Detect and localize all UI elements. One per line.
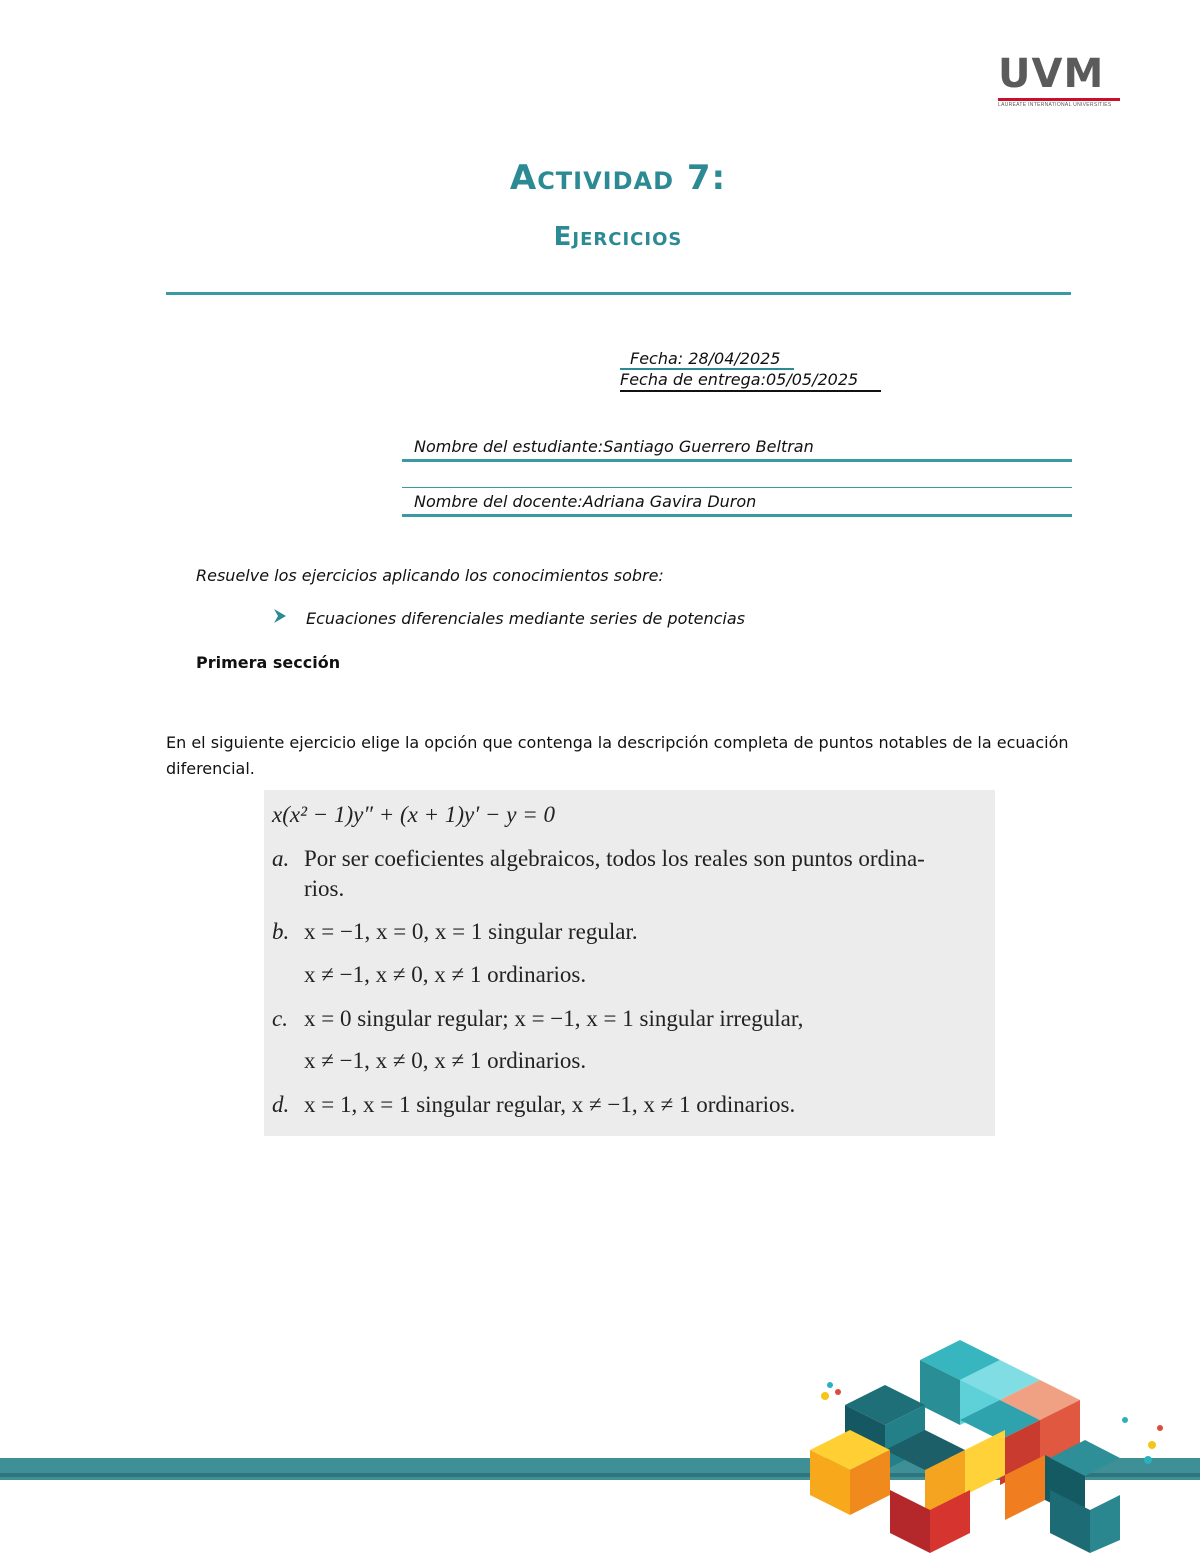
option-b-label: b.	[272, 919, 290, 944]
section-heading: Primera sección	[196, 653, 341, 672]
option-b-line-2: x ≠ −1, x ≠ 0, x ≠ 1 ordinarios.	[304, 962, 587, 987]
equation: x(x² − 1)y″ + (x + 1)y′ − y = 0	[272, 802, 555, 827]
student-name-underline	[402, 459, 1072, 462]
option-c-line-2: x ≠ −1, x ≠ 0, x ≠ 1 ordinarios.	[304, 1048, 587, 1073]
problem-panel	[264, 790, 995, 1136]
teacher-name-underline	[402, 514, 1072, 517]
teacher-name-field: Nombre del docente:Adriana Gavira Duron	[414, 492, 757, 511]
option-a-line-2: rios.	[304, 876, 345, 901]
logo-tagline: LAUREATE INTERNATIONAL UNIVERSITIES	[998, 102, 1112, 108]
fecha-entrega-underline	[620, 390, 881, 392]
option-c-label: c.	[272, 1006, 288, 1031]
separator-line	[402, 487, 1072, 488]
option-d-label: d.	[272, 1092, 290, 1117]
student-name-field: Nombre del estudiante:Santiago Guerrero Beltran	[414, 437, 814, 456]
option-a-label: a.	[272, 846, 290, 871]
decorative-cubes-graphic	[800, 1330, 1180, 1553]
fecha-entrega-field: Fecha de entrega:05/05/2025	[620, 370, 859, 389]
uvm-logo	[998, 52, 1122, 110]
option-d-line-1: x = 1, x = 1 singular regular, x ≠ −1, x ≠ 1 ordinarios.	[304, 1092, 796, 1117]
arrow-bullet-icon	[273, 608, 287, 629]
option-a-line-1: Por ser coeficientes algebraicos, todos los reales son puntos ordina-	[304, 846, 925, 871]
instruction-text: En el siguiente ejercicio elige la opción que contenga la descripción completa de puntos notables de la ecuación diferencial.	[166, 733, 1069, 778]
fecha-field: Fecha: 28/04/2025	[630, 349, 781, 368]
page-title: Actividad 7:	[509, 158, 727, 198]
page-subtitle: Ejercicios	[553, 222, 683, 252]
logo-underline	[998, 98, 1120, 101]
option-b-line-1: x = −1, x = 0, x = 1 singular regular.	[304, 919, 638, 944]
topic-item: Ecuaciones diferenciales mediante series de potencias	[306, 609, 746, 628]
title-divider	[166, 292, 1071, 295]
logo-text: UVM	[998, 51, 1105, 97]
option-c-line-1: x = 0 singular regular; x = −1, x = 1 singular irregular,	[304, 1006, 804, 1031]
intro-text: Resuelve los ejercicios aplicando los conocimientos sobre:	[196, 566, 664, 585]
